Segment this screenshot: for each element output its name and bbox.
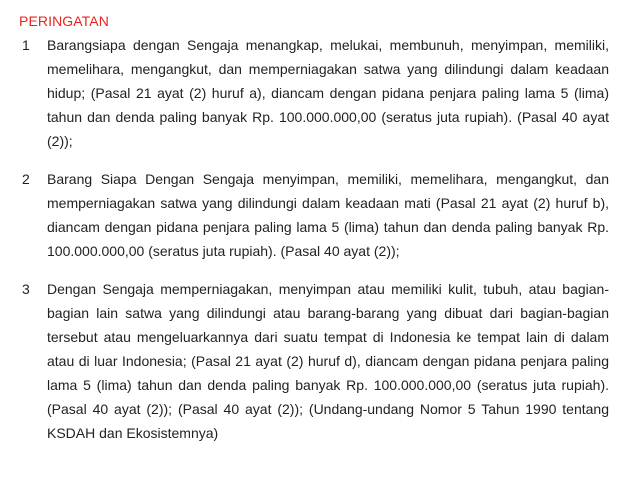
item-text: Dengan Sengaja memperniagakan, menyimpan atau memiliki kulit, tubuh, atau bagian-bagian lain satwa yang dilindungi atau barang-barang yang dibuat dari bagian-bagian tersebut atau mengeluarkannya dari suatu tempat di Indonesia ke tempat lain di dalam atau di luar Indonesia; (Pasal 21 ayat (2) huruf d), diancam dengan pidana penjara paling lama 5 (lima) tahun dan denda paling banyak Rp. 100.000.000,00 (seratus juta rupiah). (Pasal 40 ayat (2)); (Pasal 40 ayat (2)); (Undang-undang Nomor 5 Tahun 1990 tentang KSDAH dan Ekosistemnya) bbox=[47, 281, 609, 441]
list-item bbox=[19, 33, 625, 153]
item-text: Barangsiapa dengan Sengaja menangkap, melukai, membunuh, menyimpan, memiliki, memelihara, mengangkut, dan memperniagakan satwa yang dilindungi dalam keadaan hidup; (Pasal 21 ayat (2) huruf a), diancam dengan pidana penjara paling lama 5 (lima) tahun dan denda paling banyak Rp. 100.000.000,00 (seratus juta rupiah). (Pasal 40 ayat (2)); bbox=[47, 37, 609, 149]
list-item bbox=[19, 167, 625, 263]
item-text: Barang Siapa Dengan Sengaja menyimpan, memiliki, memelihara, mengangkut, dan memperniagakan satwa yang dilindungi dalam keadaan mati (Pasal 21 ayat (2) huruf b), diancam dengan pidana penjara paling lama 5 (lima) tahun dan denda paling banyak Rp. 100.000.000,00 (seratus juta rupiah). (Pasal 40 ayat (2)); bbox=[47, 171, 609, 259]
item-number: 2 bbox=[22, 171, 30, 187]
item-number: 3 bbox=[22, 281, 30, 297]
list-item bbox=[19, 277, 625, 445]
item-number: 1 bbox=[22, 37, 30, 53]
warning-heading: PERINGATAN bbox=[19, 13, 109, 29]
warning-list bbox=[19, 33, 625, 445]
